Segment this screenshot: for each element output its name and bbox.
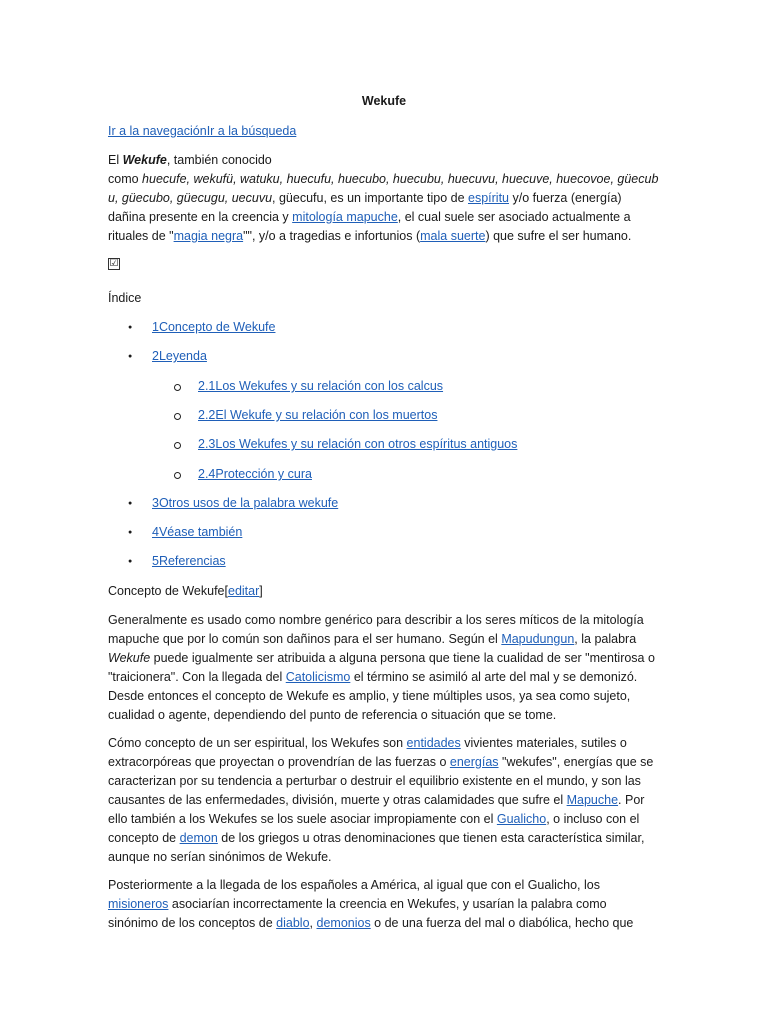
intro-text: como — [108, 172, 143, 186]
circle-bullet-icon — [174, 384, 181, 391]
paragraph-text: , — [309, 916, 317, 930]
toc-link[interactable]: 2.2El Wekufe y su relación con los muertos — [198, 408, 438, 422]
toc-heading: Índice — [108, 291, 142, 305]
demonios-link[interactable]: demonios — [316, 916, 371, 930]
toc-link[interactable]: 4Véase también — [152, 525, 243, 539]
toc-toggle-checkbox[interactable]: ☑ — [109, 258, 119, 269]
paragraph-3 — [108, 876, 660, 933]
bullet-icon: ● — [128, 353, 133, 360]
intro-text: y/o fuerza (energía) dañina presente en la creencia y — [108, 191, 622, 224]
misioneros-link[interactable]: misioneros — [108, 897, 169, 911]
paragraph-text: "wekufes", energías que se caracterizan por su tendencia a perturbar o destruir el equilibrio existente en el mundo, y son las causantes de las enfermedades, división, muerte y otras calamidades que sufre el — [108, 755, 654, 807]
paragraph-text: Posteriormente a la llegada de los españoles a América, al igual que con el Gualicho, los — [108, 878, 600, 892]
bullet-icon: ● — [128, 500, 133, 507]
toc-link[interactable]: 1Concepto de Wekufe — [152, 320, 276, 334]
mapuche-link[interactable]: Mapuche — [566, 793, 619, 807]
magia-negra-link[interactable]: magia negra — [173, 229, 244, 243]
intro-variants: huecufe, wekufü, watuku, huecufu, huecubo, huecubu, huecuvu, huecuve, huecovoe, güecub u, güecubo, güecugu, uecuvu — [108, 172, 659, 205]
bullet-icon: ● — [128, 558, 133, 565]
toc-link[interactable]: 2Leyenda — [152, 349, 207, 363]
paragraph-text: Cómo concepto de un ser espiritual, los Wekufes son — [108, 736, 407, 750]
skip-to-search-link[interactable]: Ir a la búsqueda — [206, 124, 297, 138]
catolicismo-link[interactable]: Catolicismo — [285, 670, 351, 684]
paragraph-text: , o incluso con el concepto de — [108, 812, 640, 845]
intro-text: , el cual suele ser asociado actualmente a rituales de " — [108, 210, 631, 243]
section-heading-text: Concepto de Wekufe — [108, 584, 225, 598]
paragraph-text: o de una fuerza del mal o diabólica, hecho que — [370, 916, 634, 930]
gualicho-link[interactable]: Gualicho — [496, 812, 547, 826]
skip-to-navigation-link[interactable]: Ir a la navegación — [108, 124, 207, 138]
paragraph-text: de los griegos u otras denominaciones que tienen esta característica similar, aunque no serían sinónimos de Wekufe. — [108, 831, 645, 864]
circle-bullet-icon — [174, 413, 181, 420]
paragraph-text: vivientes materiales, sutiles o extracorpóreas que proyectan o provendrían de las fuerzas o — [108, 736, 627, 769]
paragraph-text: Generalmente es usado como nombre genérico para describir a los seres míticos de la mitología mapuche que por lo común son dañinos para el ser humano. Según el — [108, 613, 644, 646]
edit-section-link[interactable]: editar — [228, 584, 260, 598]
skip-links — [108, 122, 660, 141]
mala-suerte-link[interactable]: mala suerte — [420, 229, 486, 243]
mapudungun-link[interactable]: Mapudungun — [501, 632, 575, 646]
toc-link[interactable]: 2.4Protección y cura — [198, 467, 312, 481]
intro-text: ) que sufre el ser humano. — [485, 229, 632, 243]
intro-text: , güecufu, es un importante tipo de — [272, 191, 468, 205]
intro-text: , también conocido — [166, 153, 272, 167]
toc-link[interactable]: 2.3Los Wekufes y su relación con otros espíritus antiguos — [198, 437, 518, 451]
diablo-link[interactable]: diablo — [276, 916, 310, 930]
intro-text: El — [108, 153, 123, 167]
mitologia-mapuche-link[interactable]: mitología mapuche — [292, 210, 398, 224]
circle-bullet-icon — [174, 442, 181, 449]
intro-paragraph — [108, 151, 660, 246]
section-heading-concepto — [108, 582, 660, 601]
circle-bullet-icon — [174, 472, 181, 479]
paragraph-2 — [108, 734, 660, 867]
paragraph-text: , la palabra — [574, 632, 637, 646]
demon-link[interactable]: demon — [179, 831, 218, 845]
toc-link[interactable]: 3Otros usos de la palabra wekufe — [152, 496, 339, 510]
paragraph-term: Wekufe — [108, 651, 151, 665]
paragraph-text: el término se asimiló al arte del mal y se demonizó. Desde entonces el concepto de Wekufe es amplio, y tiene múltiples usos, ya sea como sujeto, cualidad o agente, dependiendo del punto de referencia o situación que se tome. — [108, 670, 638, 722]
paragraph-1 — [108, 611, 660, 725]
toc-link[interactable]: 2.1Los Wekufes y su relación con los calcus — [198, 379, 444, 393]
paragraph-text: puede igualmente ser atribuida a alguna persona que tiene la cualidad de ser "mentirosa o "traicionera". Con la llegada del — [108, 651, 655, 684]
espiritu-link[interactable]: espíritu — [468, 191, 509, 205]
toc-link[interactable]: 5Referencias — [152, 554, 226, 568]
edit-bracket: [ — [224, 584, 228, 598]
edit-bracket: ] — [259, 584, 263, 598]
bullet-icon: ● — [128, 324, 133, 331]
bullet-icon: ● — [128, 529, 133, 536]
energias-link[interactable]: energías — [449, 755, 499, 769]
entidades-link[interactable]: entidades — [406, 736, 461, 750]
intro-text: "", y/o a tragedias e infortunios ( — [243, 229, 421, 243]
intro-term: Wekufe — [122, 153, 167, 167]
paragraph-text: . Por ello también a los Wekufes se los suele asociar impropiamente con el — [108, 793, 645, 826]
page-title: Wekufe — [361, 94, 407, 108]
paragraph-text: asociarían incorrectamente la creencia en Wekufes, y usarían la palabra como sinónimo de los conceptos de — [108, 897, 607, 930]
